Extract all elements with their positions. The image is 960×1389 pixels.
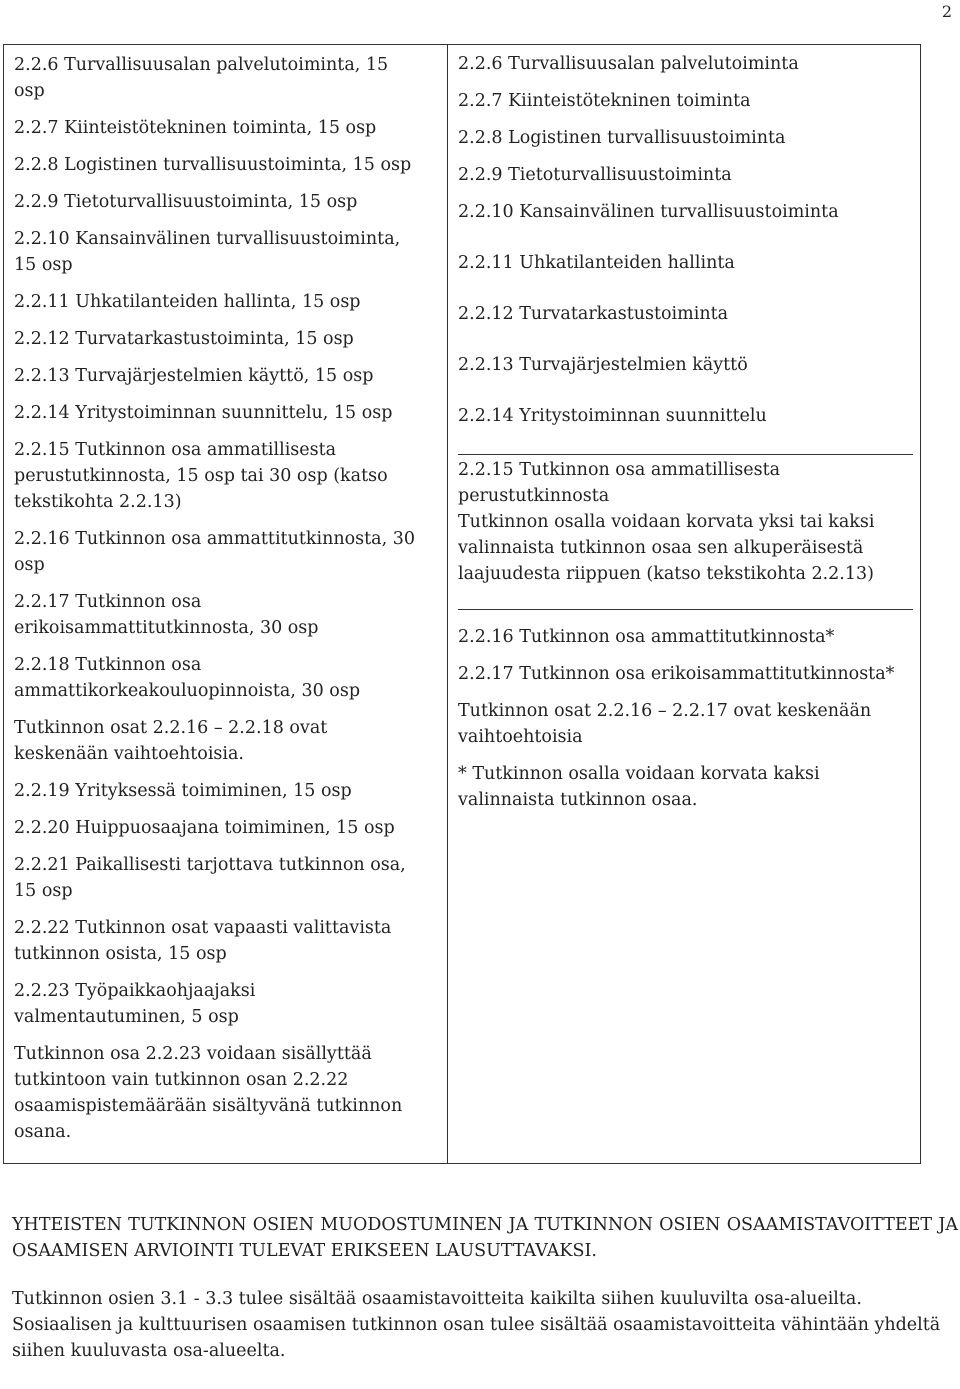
- list-item: 2.2.17 Tutkinnon osa erikoisammattitutkinnosta*: [458, 664, 895, 684]
- list-item: 2.2.13 Turvajärjestelmien käyttö, 15 osp: [14, 366, 374, 386]
- list-item: 2.2.7 Kiinteistötekninen toiminta: [458, 91, 751, 111]
- comparison-table: [3, 44, 921, 1164]
- footer-section: [12, 1212, 958, 1364]
- list-item: 2.2.11 Uhkatilanteiden hallinta: [458, 253, 735, 273]
- body-paragraph: Tutkinnon osien 3.1 - 3.3 tulee sisältää osaamistavoitteita kaikilta siihen kuuluvilta osa-alueilta. Sosiaalisen ja kulttuurisen osaamisen tutkinnon osan tulee sisältää osaamistavoitteita vähintään yhdeltä siihen kuuluvasta osa-alueelta.: [12, 1289, 941, 1361]
- divider: [458, 609, 913, 610]
- list-item: 2.2.9 Tietoturvallisuustoiminta, 15 osp: [14, 192, 358, 212]
- box-title: 2.2.15 Tutkinnon osa ammatillisesta perustutkinnosta: [458, 460, 781, 506]
- list-item: 2.2.16 Tutkinnon osa ammattitutkinnosta, 30 osp: [14, 529, 415, 575]
- list-item: 2.2.12 Turvatarkastustoiminta, 15 osp: [14, 329, 354, 349]
- table-row: [4, 45, 921, 1164]
- list-item: 2.2.7 Kiinteistötekninen toiminta, 15 osp: [14, 118, 377, 138]
- list-item: 2.2.21 Paikallisesti tarjottava tutkinnon osa, 15 osp: [14, 855, 406, 901]
- box-text: Tutkinnon osalla voidaan korvata yksi tai kaksi valinnaista tutkinnon osaa sen alkuperäisestä laajuudesta riippuen (katso tekstikohta 2.2.13): [458, 512, 875, 584]
- right-column-list: [448, 45, 916, 813]
- list-item: 2.2.10 Kansainvälinen turvallisuustoiminta, 15 osp: [14, 229, 401, 275]
- right-column-cell: [448, 45, 921, 1164]
- list-item: 2.2.18 Tutkinnon osa ammattikorkeakouluopinnoista, 30 osp: [14, 655, 361, 701]
- footnote: * Tutkinnon osalla voidaan korvata kaksi valinnaista tutkinnon osaa.: [458, 764, 820, 810]
- left-column-list: [4, 45, 447, 1145]
- list-item: Tutkinnon osat 2.2.16 – 2.2.18 ovat keskenään vaihtoehtoisia.: [14, 718, 328, 764]
- page-number: 2: [941, 2, 952, 21]
- list-item: 2.2.11 Uhkatilanteiden hallinta, 15 osp: [14, 292, 361, 312]
- list-item: 2.2.10 Kansainvälinen turvallisuustoiminta: [458, 202, 839, 222]
- list-item: 2.2.17 Tutkinnon osa erikoisammattitutkinnosta, 30 osp: [14, 592, 319, 638]
- list-item: 2.2.22 Tutkinnon osat vapaasti valittavista tutkinnon osista, 15 osp: [14, 918, 392, 964]
- list-item: 2.2.14 Yritystoiminnan suunnittelu, 15 osp: [14, 403, 393, 423]
- list-item: 2.2.23 Työpaikkaohjaajaksi valmentautuminen, 5 osp: [14, 981, 256, 1027]
- list-item: 2.2.8 Logistinen turvallisuustoiminta: [458, 128, 786, 148]
- divider: [458, 454, 913, 455]
- list-item: 2.2.6 Turvallisuusalan palvelutoiminta, 15 osp: [14, 55, 389, 101]
- list-item: 2.2.14 Yritystoiminnan suunnittelu: [458, 406, 767, 426]
- list-item: 2.2.16 Tutkinnon osa ammattitutkinnosta*: [458, 627, 835, 647]
- list-item: 2.2.20 Huippuosaajana toimiminen, 15 osp: [14, 818, 395, 838]
- list-item: Tutkinnon osa 2.2.23 voidaan sisällyttää tutkintoon vain tutkinnon osan 2.2.22 osaamispistemäärään sisältyvänä tutkinnon osana.: [14, 1044, 403, 1142]
- list-item: 2.2.9 Tietoturvallisuustoiminta: [458, 165, 732, 185]
- list-item: 2.2.13 Turvajärjestelmien käyttö: [458, 355, 748, 375]
- list-item: 2.2.8 Logistinen turvallisuustoiminta, 15 osp: [14, 155, 412, 175]
- left-column-cell: [4, 45, 448, 1164]
- list-item: Tutkinnon osat 2.2.16 – 2.2.17 ovat keskenään vaihtoehtoisia: [458, 701, 872, 747]
- list-item: 2.2.15 Tutkinnon osa ammatillisesta perustutkinnosta, 15 osp tai 30 osp (katso tekstikohta 2.2.13): [14, 440, 388, 512]
- list-item: 2.2.12 Turvatarkastustoiminta: [458, 304, 729, 324]
- section-heading: YHTEISTEN TUTKINNON OSIEN MUODOSTUMINEN JA TUTKINNON OSIEN OSAAMISTAVOITTEET JA OSAAMISEN ARVIOINTI TULEVAT ERIKSEEN LAUSUTTAVAKSI.: [12, 1215, 958, 1261]
- list-item: 2.2.19 Yrityksessä toimiminen, 15 osp: [14, 781, 352, 801]
- list-item: 2.2.6 Turvallisuusalan palvelutoiminta: [458, 54, 799, 74]
